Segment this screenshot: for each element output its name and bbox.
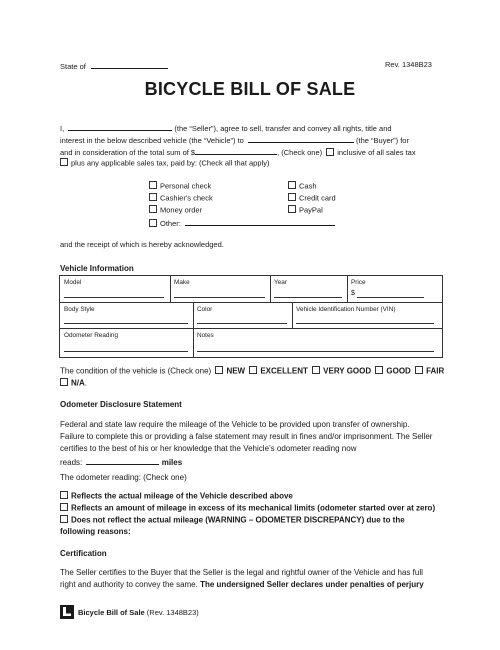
inclusive-tax-label: inclusive of all sales tax [337,148,416,157]
color-label: Color [197,306,213,313]
make-label: Make [174,279,190,286]
table-divider [347,276,348,302]
condition-new-label: NEW [226,366,246,376]
condition-very-good-checkbox[interactable] [312,366,320,374]
odometer-reading-prompt: The odometer reading: (Check one) [60,473,187,482]
table-divider [60,302,442,303]
table-divider [170,276,171,302]
table-divider [292,302,293,328]
payment-credit-card[interactable]: Credit card [288,193,336,203]
body-style-field[interactable] [64,323,188,324]
intro-line-2 [60,134,409,145]
checkbox-icon[interactable] [288,181,296,189]
intro-line-4 [60,158,269,168]
odometer-miles-blank[interactable] [86,456,159,465]
vin-field[interactable] [296,323,434,324]
state-blank[interactable] [91,60,168,69]
footer-title: Bicycle Bill of Sale [78,608,145,617]
intro-vehicle-text: interest in the below described vehicle (the “Vehicle”) to [60,136,244,145]
checkbox-icon[interactable] [149,193,157,201]
state-label: State of [60,62,86,71]
odometer-field[interactable] [64,351,188,352]
checkbox-icon[interactable] [149,219,157,227]
certification-heading: Certification [60,549,107,558]
payment-paypal[interactable]: PayPal [288,205,323,215]
price-dollar-sign: $ [351,290,355,297]
payment-personal-check[interactable]: Personal check [149,181,211,191]
odometer-para-1: Federal and state law require the mileage of the Vehicle to be provided upon transfer of ownership. [60,420,410,429]
certification-para-2: right and authority to convey the same. The undersigned Seller declares under penalties of perjury [60,580,424,589]
table-divider [270,276,271,302]
table-divider [60,328,442,329]
miles-label: miles [161,458,183,467]
checkbox-icon[interactable] [149,205,157,213]
year-label: Year [274,279,287,286]
plus-tax-label: plus any applicable sales tax, paid by: (Check all that apply) [71,158,270,168]
price-label: Price [351,279,366,286]
vehicle-info-table [59,275,443,358]
odometer-disclosure-heading: Odometer Disclosure Statement [60,400,182,409]
seller-name-blank[interactable] [68,122,172,131]
plus-tax-checkbox[interactable] [60,158,68,166]
condition-na-label: N/A [71,378,85,388]
condition-excellent-checkbox[interactable] [249,366,257,374]
condition-fair-checkbox[interactable] [415,366,423,374]
payment-cash[interactable]: Cash [288,181,317,191]
total-sum-blank[interactable] [195,146,277,155]
table-divider [193,302,194,357]
condition-excellent-label: EXCELLENT [260,366,308,376]
odometer-option-3-cont: following reasons: [60,527,131,536]
receipt-text: and the receipt of which is hereby acknowledged. [60,240,224,249]
checkbox-icon[interactable] [288,205,296,213]
payment-cashiers-check[interactable]: Cashier's check [149,193,213,203]
condition-line-2 [60,378,87,388]
vehicle-info-heading: Vehicle Information [60,264,134,273]
intro-seller-text: (the “Seller”), agree to sell, transfer and convey all rights, title and [174,124,392,133]
odometer-para-2: Failure to complete this or providing a false statement may result in fines and/or imprisonment. The Seller [60,432,433,441]
intro-line-3 [60,146,416,157]
condition-prefix: The condition of the vehicle is (Check one) [60,366,212,376]
condition-very-good-label: VERY GOOD [323,366,372,376]
checkbox-icon[interactable] [149,181,157,189]
make-field[interactable] [174,297,265,298]
intro-sum-text: and in consideration of the total sum of $ [60,148,196,157]
odometer-option-2-checkbox[interactable] [60,503,68,511]
odometer-reads-line [60,456,182,467]
condition-good-checkbox[interactable] [375,366,383,374]
notes-field[interactable] [197,351,434,352]
certification-para-1: The Seller certifies to the Buyer that the Seller is the legal and rightful owner of the Vehicle and has full [60,568,423,577]
color-field[interactable] [197,323,287,324]
odometer-option-3-checkbox[interactable] [60,515,68,523]
condition-fair-label: FAIR [426,366,445,376]
footer-revision: (Rev. 1348B23) [146,608,199,617]
intro-line-1 [60,122,392,133]
other-payment-blank[interactable] [185,217,335,226]
checkbox-icon[interactable] [288,193,296,201]
payment-money-order[interactable]: Money order [149,205,202,215]
condition-new-checkbox[interactable] [215,366,223,374]
body-style-label: Body Style [64,306,95,313]
odometer-para-3: certifies to the best of his or her knowledge that the Vehicle’s odometer reading now [60,444,357,453]
odometer-option-2: Reflects an amount of mileage in excess of its mechanical limits (odometer started over at zero) [60,503,435,513]
reads-label: reads: [60,458,83,467]
document-title: BICYCLE BILL OF SALE [144,79,356,99]
vin-label: Vehicle Identification Number (VIN) [296,306,396,313]
notes-label: Notes [197,332,214,339]
intro-i: I, [60,124,65,133]
price-field[interactable] [357,297,424,298]
odometer-option-3: Does not reflect the actual mileage (WARNING – ODOMETER DISCREPANCY) due to the [60,515,405,525]
revision-label: Rev. 1348B23 [385,60,432,69]
inclusive-tax-checkbox[interactable] [326,148,334,156]
state-of-line [60,60,168,71]
intro-buyer-text: (the “Buyer”) for [356,136,409,145]
odometer-label: Odometer Reading [64,332,118,339]
year-field[interactable] [274,297,342,298]
model-field[interactable] [64,297,164,298]
odometer-option-1-checkbox[interactable] [60,491,68,499]
buyer-name-blank[interactable] [248,134,354,143]
condition-line-1 [60,366,444,376]
intro-check-one: , (Check one) [277,148,323,157]
odometer-option-1: Reflects the actual mileage of the Vehicle described above [60,491,293,501]
model-label: Model [64,279,82,286]
condition-period: . [84,378,88,388]
logo-icon [60,605,74,619]
condition-na-checkbox[interactable] [60,378,68,386]
footer-text [78,608,199,617]
payment-other[interactable]: Other: [149,217,335,228]
condition-good-label: GOOD [386,366,411,376]
